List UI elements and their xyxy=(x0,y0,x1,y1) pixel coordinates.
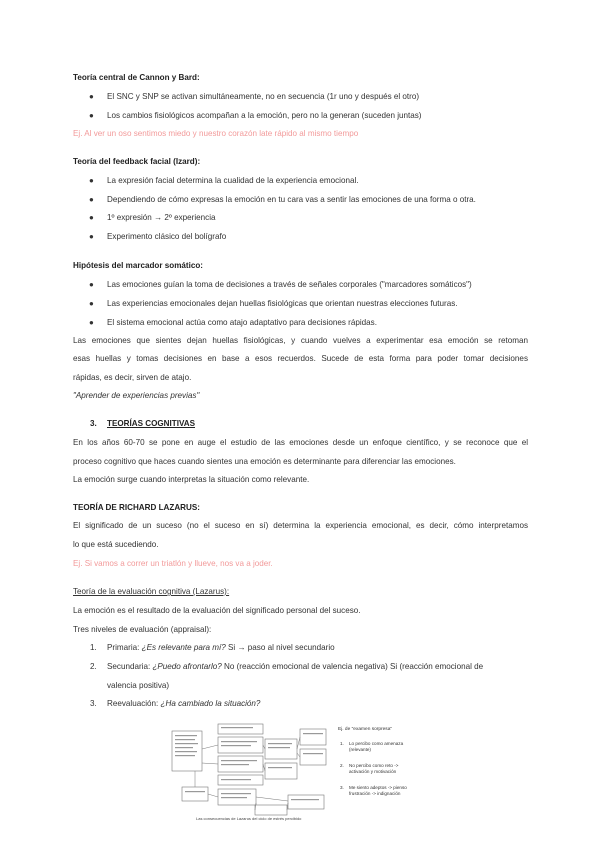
example-cannon: Ej. Al ver un oso sentimos miedo y nuestro corazón late rápido al mismo tiempo xyxy=(73,129,359,138)
level-primary: Primaria: ¿Es relevante para mí? Si → paso al nivel secundario xyxy=(107,643,335,652)
section-number: 3. xyxy=(90,419,97,428)
note-line: frustración -> indignación xyxy=(349,791,401,796)
level-secondary-cont: valencia positiva) xyxy=(107,681,170,690)
heading-cognitive: TEORÍAS COGNITIVAS xyxy=(107,419,195,428)
bullet-dot: ● xyxy=(89,111,94,120)
note-line: (relevante) xyxy=(349,747,371,752)
subheading-appraisal: Teoría de la evaluación cognitiva (Lazarus): xyxy=(73,587,230,596)
example-lazarus: Ej. Si vamos a correr un triatlón y llueve, nos va a joder. xyxy=(73,559,273,568)
heading-somatic-marker: Hipótesis del marcador somático: xyxy=(73,261,203,270)
paragraph-line: El significado de un suceso (no el suceso en sí) determina la experiencia emocional, es decir, cómo interpretamos xyxy=(73,521,528,530)
bullet-dot: ● xyxy=(89,195,94,204)
bullet-dot: ● xyxy=(89,213,94,222)
figure-caption: Las consecuencias de Lazarus del ciclo de estrés percibido xyxy=(196,816,302,821)
bullet-facial-4: Experimento clásico del bolígrafo xyxy=(107,232,227,241)
note-line: No percibo como reto -> xyxy=(349,763,399,768)
note-line: Lo percibo como amenaza xyxy=(349,741,404,746)
bullet-somatic-1: Las emociones guían la toma de decisiones a través de señales corporales ("marcadores somáticos") xyxy=(107,280,472,289)
diagram-box xyxy=(300,749,326,765)
heading-cannon-bard: Teoría central de Cannon y Bard: xyxy=(73,73,200,82)
diagram-box xyxy=(265,739,297,759)
level-secondary: Secundaria: ¿Puedo afrontarlo? No (reacción emocional de valencia negativa) Si (reacción emocional de xyxy=(107,662,484,671)
list-number: 3. xyxy=(90,699,97,708)
heading-facial-feedback: Teoría del feedback facial (Izard): xyxy=(73,157,201,166)
paragraph-line: rápidas, es decir, sirven de atajo. xyxy=(73,373,192,382)
bullet-dot: ● xyxy=(89,176,94,185)
quote: "Aprender de experiencias previas" xyxy=(73,391,200,400)
flow-diagram xyxy=(170,723,330,818)
paragraph-line: La emoción es el resultado de la evaluación del significado personal del suceso. xyxy=(73,606,361,615)
bullet-somatic-2: Las experiencias emocionales dejan huellas fisiológicas que orientan nuestras elecciones futuras. xyxy=(107,299,458,308)
bullet-dot: ● xyxy=(89,232,94,241)
bullet-cannon-2: Los cambios fisiológicos acompañan a la emoción, pero no la generan (suceden juntas) xyxy=(107,111,422,120)
diagram-box-reevaluation xyxy=(182,787,208,801)
bullet-facial-1: La expresión facial determina la cualidad de la experiencia emocional. xyxy=(107,176,359,185)
bullet-somatic-3: El sistema emocional actúa como atajo adaptativo para decisiones rápidas. xyxy=(107,318,377,327)
note-number: 3. xyxy=(340,785,344,790)
note-line: activación y motivación xyxy=(349,769,397,774)
paragraph-line: esas huellas y tomas decisiones en base a esos recuerdos. Sucede de esta forma para poder tomar decisiones xyxy=(73,354,528,363)
list-number: 2. xyxy=(90,662,97,671)
note-number: 2. xyxy=(340,763,344,768)
diagram-box xyxy=(218,724,263,734)
paragraph-line: proceso cognitivo que haces cuando sientes una emoción es determinante para diferenciar las emociones. xyxy=(73,457,456,466)
bullet-facial-2: Dependiendo de cómo expresas la emoción en tu cara vas a sentir las emociones de una forma o otra. xyxy=(107,195,476,204)
bullet-dot: ● xyxy=(89,92,94,101)
paragraph-line: La emoción surge cuando interpretas la situación como relevante. xyxy=(73,475,310,484)
note-line: Me siento adeptos -> pienso xyxy=(349,785,407,790)
level-reevaluation: Reevaluación: ¿Ha cambiado la situación? xyxy=(107,699,261,708)
bullet-facial-3: 1º expresión → 2º experiencia xyxy=(107,213,216,222)
paragraph-line: Las emociones que sientes dejan huellas fisiológicas, y cuando vuelves a experimentar esa emoción se retoman xyxy=(73,336,528,345)
diagram-box xyxy=(265,763,297,779)
diagram-box-emotion xyxy=(288,795,324,809)
bullet-dot: ● xyxy=(89,318,94,327)
heading-lazarus: TEORÍA DE RICHARD LAZARUS: xyxy=(73,503,200,512)
bullet-dot: ● xyxy=(89,280,94,289)
paragraph-line: En los años 60-70 se pone en auge el estudio de las emociones desde un enfoque científico, y se reconoce que el xyxy=(73,438,528,447)
diagram-box xyxy=(255,805,287,815)
list-number: 1. xyxy=(90,643,97,652)
bullet-cannon-1: El SNC y SNP se activan simultáneamente, no en secuencia (1r uno y después el otro) xyxy=(107,92,420,101)
note-number: 1. xyxy=(340,741,344,746)
notes-title: Ej. de "examen sorpresa" xyxy=(338,727,393,732)
appraisal-diagram xyxy=(170,723,470,823)
paragraph-line: Tres niveles de evaluación (appraisal): xyxy=(73,625,212,634)
bullet-dot: ● xyxy=(89,299,94,308)
paragraph-line: lo que está sucediendo. xyxy=(73,540,159,549)
diagram-box xyxy=(300,729,326,745)
